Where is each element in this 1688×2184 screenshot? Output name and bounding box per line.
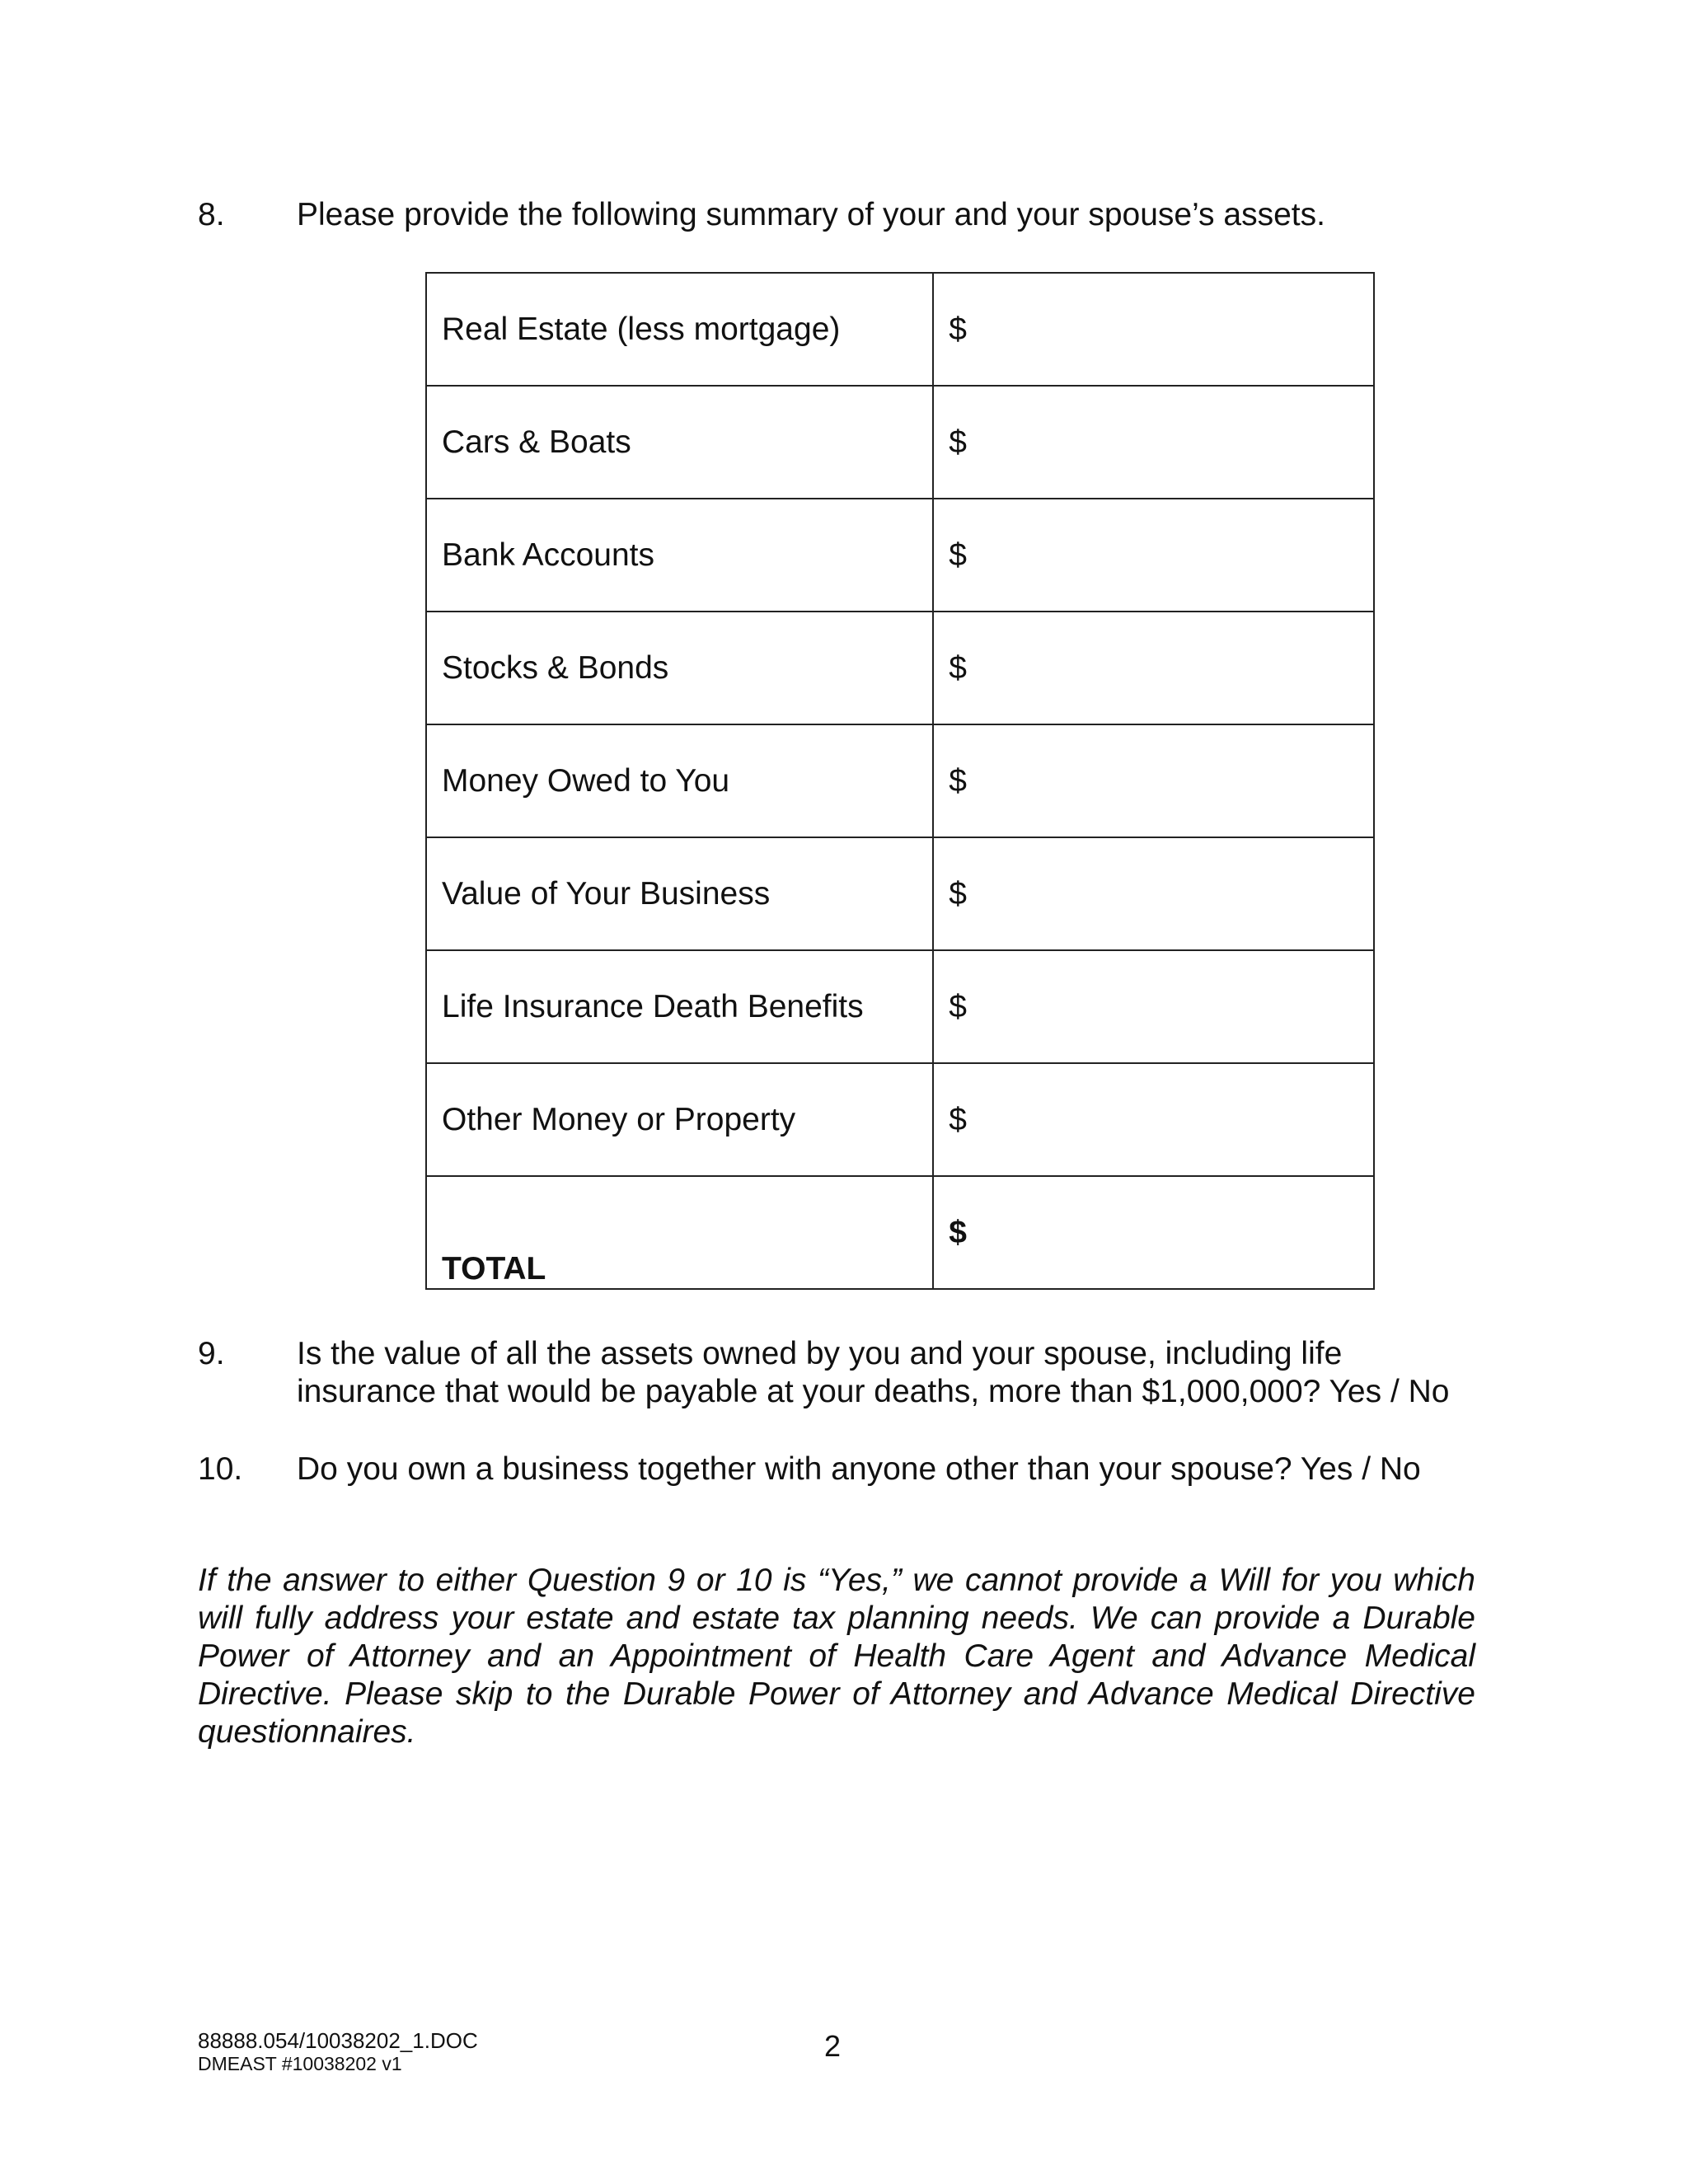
asset-value-field[interactable]: $: [933, 612, 1374, 724]
total-label: TOTAL: [426, 1176, 933, 1289]
question-8-number: 8.: [198, 197, 225, 232]
question-9-line-2: insurance that would be payable at your deaths, more than $1,000,000? Yes / No: [297, 1374, 1450, 1409]
table-row: [426, 386, 1374, 499]
asset-value-field[interactable]: $: [933, 950, 1374, 1063]
footer-doc-id: 88888.054/10038202_1.DOC: [198, 2028, 478, 2053]
asset-label: Stocks & Bonds: [426, 612, 933, 724]
footer-doc-info: [198, 2029, 478, 2075]
asset-label: Real Estate (less mortgage): [426, 273, 933, 386]
table-row: [426, 724, 1374, 837]
table-row: [426, 837, 1374, 950]
question-10-text: Do you own a business together with anyone other than your spouse? Yes / No: [297, 1451, 1421, 1487]
asset-label: Other Money or Property: [426, 1063, 933, 1176]
asset-label: Cars & Boats: [426, 386, 933, 499]
assets-summary-table: [425, 272, 1375, 1290]
table-row: [426, 273, 1374, 386]
asset-value-field[interactable]: $: [933, 724, 1374, 837]
total-row: [426, 1176, 1374, 1289]
asset-label: Money Owed to You: [426, 724, 933, 837]
asset-value-field[interactable]: $: [933, 499, 1374, 612]
asset-value-field[interactable]: $: [933, 273, 1374, 386]
footer-doc-ref: DMEAST #10038202 v1: [198, 2053, 402, 2074]
asset-value-field[interactable]: $: [933, 837, 1374, 950]
asset-value-field[interactable]: $: [933, 1063, 1374, 1176]
question-9-text: [297, 1335, 1688, 1411]
total-value-field[interactable]: $: [933, 1176, 1374, 1289]
question-9-line-1: Is the value of all the assets owned by you and your spouse, including life: [297, 1336, 1343, 1371]
table-row: [426, 499, 1374, 612]
question-8-text: Please provide the following summary of your and your spouse’s assets.: [297, 197, 1325, 232]
table-row: [426, 612, 1374, 724]
asset-label: Bank Accounts: [426, 499, 933, 612]
table-row: [426, 950, 1374, 1063]
asset-value-field[interactable]: $: [933, 386, 1374, 499]
asset-label: Value of Your Business: [426, 837, 933, 950]
question-9-number: 9.: [198, 1336, 225, 1371]
instruction-note: If the answer to either Question 9 or 10 is “Yes,” we cannot provide a Will for you which will fully address your estate and estate tax planning needs. We can provide a Durable Power of Attorney and an Appointment of Health Care Agent and Advance Medical Directive. Please skip to the Durable Power of Attorney and Advance Medical Directive questionnaires.: [198, 1563, 1475, 1750]
question-10-number: 10.: [198, 1451, 243, 1487]
page-number: 2: [824, 2029, 842, 2063]
table-row: [426, 1063, 1374, 1176]
asset-label: Life Insurance Death Benefits: [426, 950, 933, 1063]
